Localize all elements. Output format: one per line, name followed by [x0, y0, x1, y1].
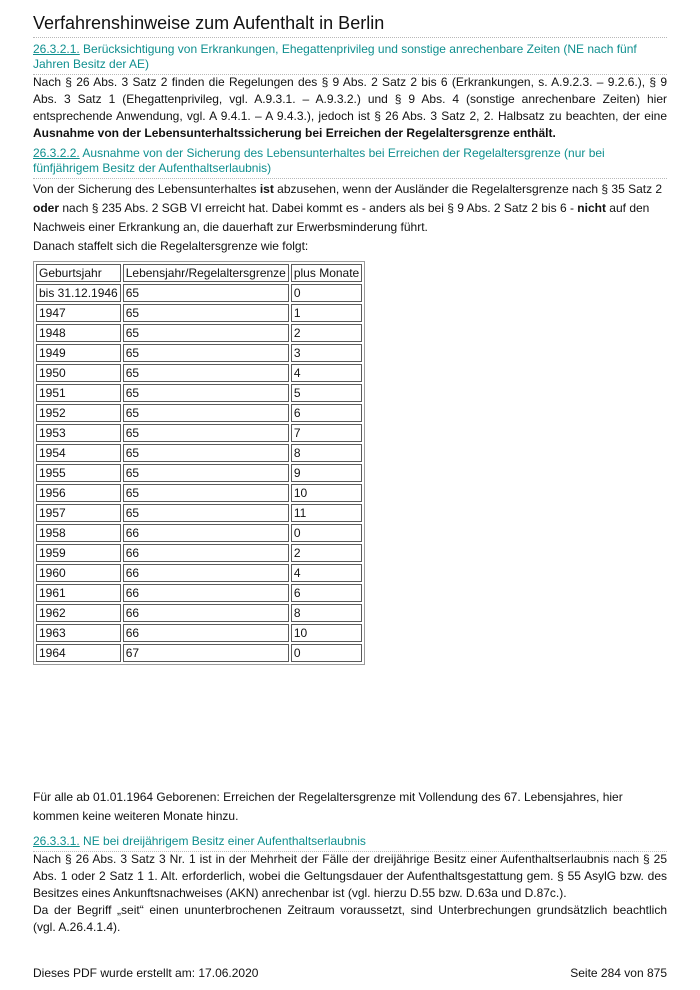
age-limit-cell: 67	[123, 644, 289, 662]
birth-year-cell: 1947	[36, 304, 121, 322]
age-limit-cell: 65	[123, 384, 289, 402]
body-text-bold: ist	[259, 182, 274, 196]
section-body-26-3-3-1-cont: Da der Begriff „seit“ einen ununterbrochenen Zeitraum voraussetzt, sind Unterbrechungen grundsätzlich beachtlich (vgl. A.26.4.1.4).	[33, 903, 667, 934]
plus-months-cell: 2	[291, 544, 362, 562]
column-header: plus Monate	[291, 264, 362, 282]
table-row	[36, 644, 362, 662]
table-row	[36, 304, 362, 322]
birth-year-cell: 1955	[36, 464, 121, 482]
plus-months-cell: 3	[291, 344, 362, 362]
birth-year-cell: 1957	[36, 504, 121, 522]
table-row	[36, 444, 362, 462]
footer-page-number: Seite 284 von 875	[570, 966, 667, 980]
body-text: Von der Sicherung des Lebensunterhaltes	[33, 182, 260, 196]
section-heading-text: NE bei dreijährigem Besitz einer Aufenthaltserlaubnis	[79, 834, 366, 848]
table-row	[36, 604, 362, 622]
age-limit-cell: 66	[123, 624, 289, 642]
body-text-bold: Ausnahme von der Lebensunterhaltssicherung bei Erreichen der Regelaltersgrenze	[33, 126, 514, 140]
table-row	[36, 504, 362, 522]
after-table-note: Für alle ab 01.01.1964 Geborenen: Erreichen der Regelaltersgrenze mit Vollendung des 67. Lebensjahres, hier kommen keine weiteren Monate hinzu.	[33, 790, 623, 823]
age-limit-cell: 65	[123, 484, 289, 502]
section-number-link[interactable]: 26.3.2.2.	[33, 146, 80, 160]
plus-months-cell: 4	[291, 364, 362, 382]
plus-months-cell: 7	[291, 424, 362, 442]
age-limit-cell: 65	[123, 324, 289, 342]
age-limit-cell: 65	[123, 444, 289, 462]
section-body-26-3-2-2	[33, 180, 667, 237]
table-body	[36, 284, 362, 662]
body-text: abzusehen, wenn der Ausländer die Regelaltersgrenze nach § 35 Satz 2	[273, 182, 663, 196]
table-row	[36, 344, 362, 362]
plus-months-cell: 2	[291, 324, 362, 342]
table-row	[36, 324, 362, 342]
body-text: Nach § 26 Abs. 3 Satz 2 finden die Regelungen des § 9 Abs. 2 Satz 2 bis 6 (Erkrankungen, s. A.9.2.3. – 9.2.6.), § 9 Abs. 3 Satz 1 (Ehegattenprivileg, vgl. A.9.3.1. – A.9.3.2.) und § 9 Abs. 4 (sonstige anrechenbare Zeiten) hier entsprechende Anwendung, vgl. A 9.4.1. – A 9.4.3.), jedoch ist § 26 Abs. 3 Satz 2, 2. Halbsatz zu beachten, der eine	[33, 75, 667, 123]
column-header: Lebensjahr/Regelaltersgrenze	[123, 264, 289, 282]
table-header-row	[36, 264, 362, 282]
plus-months-cell: 0	[291, 524, 362, 542]
age-limit-cell: 65	[123, 364, 289, 382]
age-limit-cell: 65	[123, 304, 289, 322]
plus-months-cell: 4	[291, 564, 362, 582]
table-row	[36, 484, 362, 502]
table-row	[36, 624, 362, 642]
table-row	[36, 524, 362, 542]
table-row	[36, 544, 362, 562]
age-limit-cell: 65	[123, 464, 289, 482]
plus-months-cell: 11	[291, 504, 362, 522]
section-heading-26-3-3-1	[33, 834, 667, 852]
plus-months-cell: 0	[291, 284, 362, 302]
section-body-26-3-2-1	[33, 74, 667, 142]
plus-months-cell: 0	[291, 644, 362, 662]
birth-year-cell: bis 31.12.1946	[36, 284, 121, 302]
page-title: Verfahrenshinweise zum Aufenthalt in Berlin	[33, 12, 667, 38]
birth-year-cell: 1951	[36, 384, 121, 402]
age-limit-cell: 65	[123, 504, 289, 522]
retirement-age-table	[33, 261, 365, 665]
birth-year-cell: 1961	[36, 584, 121, 602]
table-row	[36, 564, 362, 582]
plus-months-cell: 1	[291, 304, 362, 322]
plus-months-cell: 8	[291, 604, 362, 622]
table-row	[36, 284, 362, 302]
birth-year-cell: 1954	[36, 444, 121, 462]
age-limit-cell: 65	[123, 344, 289, 362]
birth-year-cell: 1953	[36, 424, 121, 442]
age-limit-cell: 66	[123, 544, 289, 562]
section-heading-text: Berücksichtigung von Erkrankungen, Ehegattenprivileg und sonstige anrechenbare Zeiten (NE nach fünf Jahren Besitz der AE)	[33, 42, 637, 71]
plus-months-cell: 10	[291, 484, 362, 502]
plus-months-cell: 5	[291, 384, 362, 402]
footer-created-date: Dieses PDF wurde erstellt am: 17.06.2020	[33, 966, 259, 980]
body-text-bold: oder	[33, 201, 60, 215]
birth-year-cell: 1952	[36, 404, 121, 422]
birth-year-cell: 1950	[36, 364, 121, 382]
section-heading-26-3-2-1	[33, 42, 667, 75]
age-limit-cell: 66	[123, 564, 289, 582]
age-limit-cell: 65	[123, 284, 289, 302]
birth-year-cell: 1958	[36, 524, 121, 542]
age-limit-cell: 66	[123, 584, 289, 602]
body-text: auf den Nachweis einer Erkrankung an, die dauerhaft zur Erwerbsminderung führt.	[33, 201, 650, 234]
plus-months-cell: 10	[291, 624, 362, 642]
body-text-bold: enthält.	[513, 126, 556, 140]
birth-year-cell: 1948	[36, 324, 121, 342]
birth-year-cell: 1964	[36, 644, 121, 662]
age-limit-cell: 66	[123, 524, 289, 542]
table-row	[36, 384, 362, 402]
birth-year-cell: 1949	[36, 344, 121, 362]
age-limit-cell: 65	[123, 404, 289, 422]
age-limit-cell: 65	[123, 424, 289, 442]
table-row	[36, 404, 362, 422]
section-number-link[interactable]: 26.3.3.1.	[33, 834, 80, 848]
section-number-link[interactable]: 26.3.2.1.	[33, 42, 80, 56]
table-intro: Danach staffelt sich die Regelaltersgrenze wie folgt:	[33, 239, 309, 253]
section-heading-text: Ausnahme von der Sicherung des Lebensunterhaltes bei Erreichen der Regelaltersgrenze (nur bei fünfjährigem Besitz der Aufenthaltserlaubnis)	[33, 146, 605, 175]
birth-year-cell: 1962	[36, 604, 121, 622]
section-body-26-3-3-1: Nach § 26 Abs. 3 Satz 3 Nr. 1 ist in der Mehrheit der Fälle der dreijährige Besitz einer Aufenthaltserlaubnis nach § 25 Abs. 1 oder 2 Satz 1 1. Alt. erforderlich, wobei die Geltungsdauer der Aufenthaltsgestattung gem. § 55 AsylG bzw. des Besitzes eines Ankunftsnachweises (AKN) anrechenbar ist (vgl. hierzu D.55 bzw. D.63a und D.87c.).	[33, 852, 667, 900]
plus-months-cell: 9	[291, 464, 362, 482]
birth-year-cell: 1959	[36, 544, 121, 562]
table-row	[36, 584, 362, 602]
plus-months-cell: 6	[291, 404, 362, 422]
plus-months-cell: 8	[291, 444, 362, 462]
table-row	[36, 464, 362, 482]
body-text: nach § 235 Abs. 2 SGB VI erreicht hat. Dabei kommt es - anders als bei § 9 Abs. 2 Satz 2 bis 6 -	[59, 201, 578, 215]
column-header: Geburtsjahr	[36, 264, 121, 282]
body-text-bold: nicht	[577, 201, 606, 215]
plus-months-cell: 6	[291, 584, 362, 602]
section-heading-26-3-2-2	[33, 146, 667, 179]
birth-year-cell: 1956	[36, 484, 121, 502]
birth-year-cell: 1963	[36, 624, 121, 642]
birth-year-cell: 1960	[36, 564, 121, 582]
table-row	[36, 424, 362, 442]
age-limit-cell: 66	[123, 604, 289, 622]
table-row	[36, 364, 362, 382]
